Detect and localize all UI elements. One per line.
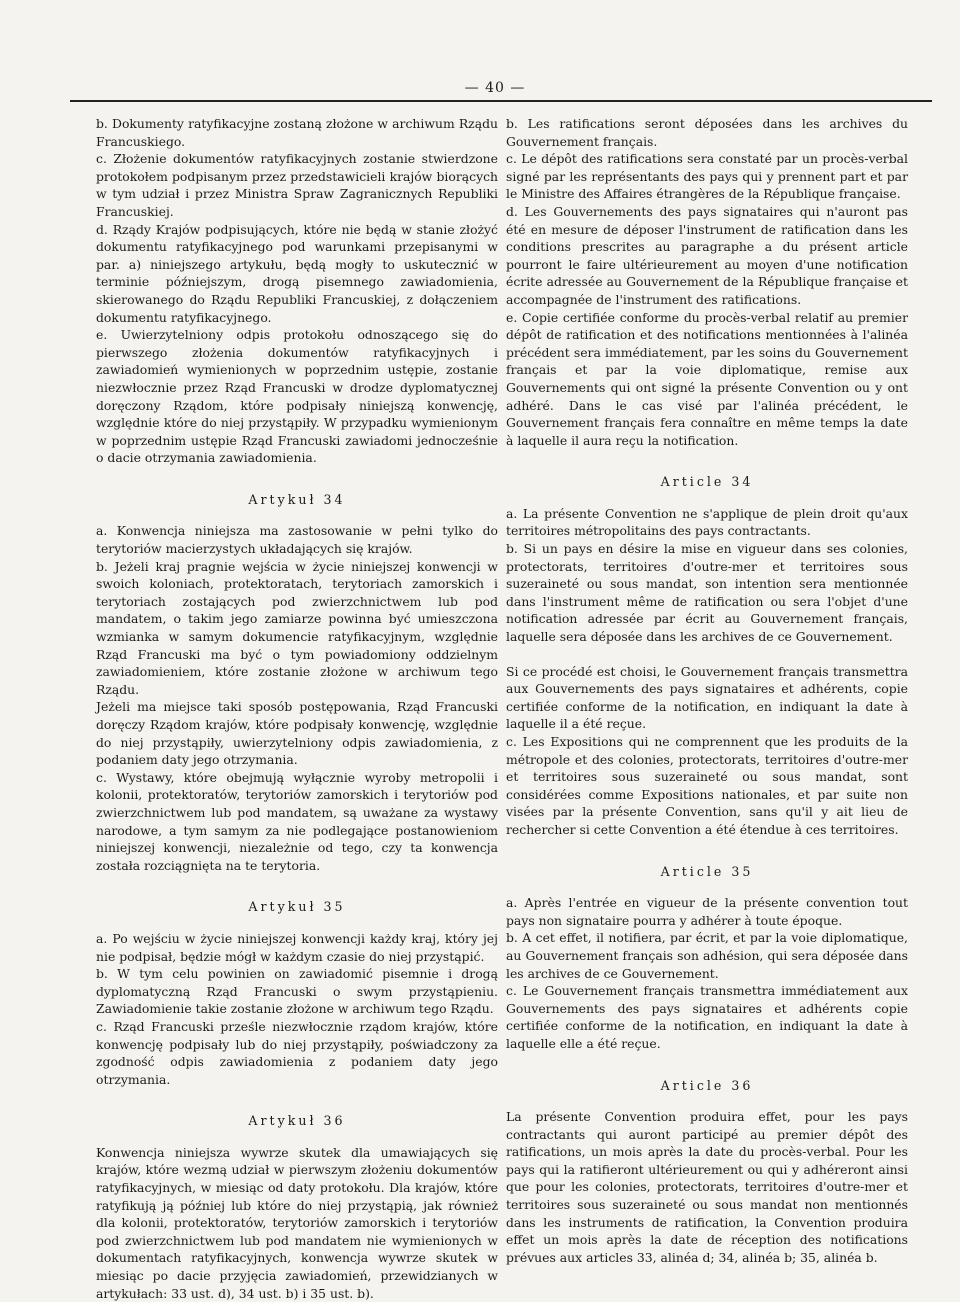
polish-column [96, 115, 498, 1302]
paragraph: c. Wystawy, które obejmują wyłącznie wyroby metropolii i kolonii, protektoratów, terytoriów zamorskich i terytoriów pod zwierzchnictwem lub pod mandatem, są uważane za wystawy narodowe, a tym samym za nie podlegające postanowieniom niniejszej konwencji, niezależnie od tego, czy ta konwencja została rozciągnięta na te terytoria. [96, 769, 498, 873]
article-heading: Article 35 [660, 863, 754, 879]
paragraph: e. Copie certifiée conforme du procès-verbal relatif au premier dépôt de ratification et des notifications mentionnées à l'alinéa précédent sera immédiatement, par les soins du Gouvernement français et par la voie diplomatique, remise aux Gouvernements qui ont signé la présente Convention ou y ont adhéré. Dans le cas visé par l'alinéa précédent, le Gouvernement français fera connaître en même temps la date à laquelle il aura reçu la notification. [506, 309, 908, 448]
article-heading: Article 36 [660, 1077, 754, 1093]
paragraph: b. Si un pays en désire la mise en vigueur dans ses colonies, protectorats, territoires d'outre-mer et territoires sous suzeraineté ou sous mandat, son intention sera mentionnée dans l'instrument même de ratification ou sera l'objet d'une notification adressée par écrit au Gouvernement français, laquelle sera déposée dans les archives de ce Gouvernement. [506, 541, 908, 645]
header-rule [70, 100, 932, 102]
paragraph: b. Les ratifications seront déposées dans les archives du Gouvernement français. [506, 116, 908, 149]
paragraph: a. Après l'entrée en vigueur de la présente convention tout pays non signataire pourra y adhérer à toute époque. [506, 895, 908, 928]
paragraph: c. Le dépôt des ratifications sera constaté par un procès-verbal signé par les représentants des pays qui y prennent part et par le Ministre des Affaires étrangères de la République française. [506, 151, 908, 202]
paragraph: c. Les Expositions qui ne comprennent que les produits de la métropole et des colonies, protectorats, territoires d'outre-mer et territoires sous suzeraineté ou sous mandat, sont considérées comme Expositions nationales, et par suite non visées par la présente Convention, sans qu'il y ait lieu de rechercher si cette Convention a été étendue à ces territoires. [506, 734, 908, 837]
article-heading: Artykuł 36 [248, 1113, 346, 1129]
paragraph: a. Konwencja niniejsza ma zastosowanie w pełni tylko do terytoriów macierzystych układających się krajów. [96, 523, 498, 557]
paragraph: Si ce procédé est choisi, le Gouvernement français transmettra aux Gouvernements des pays signataires et adhérents, copie certifiée conforme de la notification, en indiquant la date à laquelle il a été reçue. [506, 663, 908, 732]
paragraph: La présente Convention produira effet, pour les pays contractants qui auront participé au premier dépôt des ratifications, un mois après la date du procès-verbal. Pour les pays qui la ratifieront ultérieurement ou qui y adhéreront ainsi que pour les colonies, protectorats, territoires d'outre-mer et territoires sous suzeraineté ou sous mandat non mentionnés dans les instruments de ratification, la Convention produira effet un mois après la date de réception des notifications prévues aux articles 33, alinéa d; 34, alinéa b; 35, alinéa b. [506, 1109, 908, 1265]
paragraph: a. La présente Convention ne s'applique de plein droit qu'aux territoires métropolitains des pays contractants. [506, 505, 908, 539]
paragraph: b. A cet effet, il notifiera, par écrit, et par la voie diplomatique, au Gouvernement français son adhésion, qui sera déposée dans les archives de ce Gouvernement. [506, 930, 908, 981]
paragraph: c. Złożenie dokumentów ratyfikacyjnych zostanie stwierdzone protokołem podpisanym przez przedstawicieli krajów biorących w tym udział i przez Ministra Spraw Zagranicznych Republiki Francuskiej. [96, 151, 498, 219]
article-heading: Article 34 [660, 474, 754, 490]
french-column [506, 115, 908, 1266]
paragraph: Konwencja niniejsza wywrze skutek dla umawiających się krajów, które wezmą udział w pierwszym złożeniu dokumentów ratyfikacyjnych, w miesiąc od daty protokołu. Dla krajów, które ratyfikują ją później lub które do niej przystąpią, jak również dla kolonii, protektoratów, terytoriów zamorskich i terytoriów pod zwierzchnictwem lub pod mandatem nie wymienionych w dokumentach ratyfikacyjnych, konwencja wywrze skutek w miesiąc po dacie przyjęcia zawiadomień, przewidzianych w artykułach: 33 ust. d), 34 ust. b) i 35 ust. b). [96, 1144, 498, 1301]
paragraph: c. Rząd Francuski prześle niezwłocznie rządom krajów, które konwencję podpisały lub do niej przystąpiły, poświadczony za zgodność odpis zawiadomienia z podaniem daty jego otrzymania. [96, 1018, 498, 1087]
spacer [506, 646, 908, 663]
article-heading: Artykuł 34 [248, 491, 346, 507]
paragraph: b. Dokumenty ratyfikacyjne zostaną złożone w archiwum Rządu Francuskiego. [96, 116, 498, 149]
paragraph: Jeżeli ma miejsce taki sposób postępowania, Rząd Francuski doręczy Rządom krajów, które podpisały konwencję, względnie do niej przystąpiły, uwierzytelniony odpis zawiadomienia, z podaniem daty jego otrzymania. [96, 699, 498, 768]
paragraph: d. Rządy Krajów podpisujących, które nie będą w stanie złożyć dokumentu ratyfikacyjnego pod warunkami przepisanymi w par. a) niniejszego artykułu, będą mogły to uskutecznić w terminie późniejszym, drogą pisemnego zawiadomienia, skierowanego do Rządu Republiki Francuskiej, z dołączeniem dokumentu ratyfikacyjnego. [96, 221, 498, 325]
paragraph: a. Po wejściu w życie niniejszej konwencji każdy kraj, który jej nie podpisał, będzie mógł w każdym czasie do niej przystąpić. [96, 930, 498, 964]
article-heading: Artykuł 35 [248, 899, 346, 915]
paragraph: e. Uwierzytelniony odpis protokołu odnoszącego się do pierwszego złożenia dokumentów ratyfikacyjnych i zawiadomień wymienionych w poprzednim ustępie, zostanie niezwłocznie przez Rząd Francuski w drodze dyplomatycznej doręczony Rządom, które podpisały niniejszą konwencję, względnie które do niej przystąpiły. W przypadku wymienionym w poprzednim ustępie Rząd Francuski zawiadomi jednocześnie o dacie otrzymania zawiadomienia. [96, 327, 498, 466]
paragraph: c. Le Gouvernement français transmettra immédiatement aux Gouvernements des pays signataires et adhérents copie certifiée conforme de la notification, en indiquant la date à laquelle elle a été reçue. [506, 983, 908, 1051]
paragraph: b. Jeżeli kraj pragnie wejścia w życie niniejszej konwencji w swoich koloniach, protektoratach, terytoriach zamorskich i terytoriach zostających pod zwierzchnictwem lub pod mandatem, o takim jego zamiarze powinna być umieszczona wzmianka w samym dokumencie ratyfikacyjnym, względnie Rząd Francuski ma być o tym powiadomiony oddzielnym zawiadomieniem, które zostanie złożone w archiwum tego Rządu. [96, 558, 498, 697]
page-number: — 40 — [464, 80, 526, 96]
paragraph: b. W tym celu powinien on zawiadomić pisemnie i drogą dyplomatyczną Rząd Francuski o swym przystąpieniu. Zawiadomienie takie zostanie złożone w archiwum tego Rządu. [96, 966, 498, 1017]
paragraph: d. Les Gouvernements des pays signataires qui n'auront pas été en mesure de déposer l'instrument de ratification dans les conditions prescrites au paragraphe a du présent article pourront le faire ultérieurement au moyen d'une notification écrite adressée au Gouvernement de la République française et accompagnée de l'instrument des ratifications. [506, 203, 908, 307]
